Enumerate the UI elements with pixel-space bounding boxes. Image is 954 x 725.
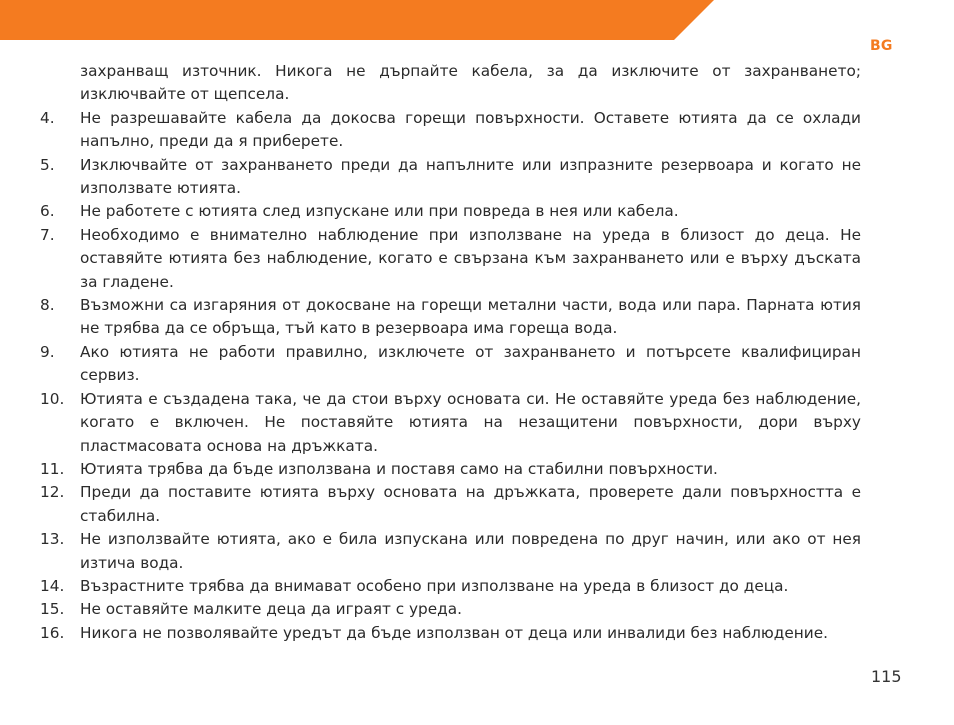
item-number: 10.	[40, 389, 65, 408]
item-text: Никога не позволявайте уредът да бъде използван от деца или инвалиди без наблюдение.	[80, 623, 829, 642]
item-number: 6.	[40, 202, 55, 221]
instruction-list	[40, 107, 861, 645]
list-item	[40, 224, 861, 294]
item-text: Възрастните трябва да внимават особено при използване на уреда в близост до деца.	[80, 576, 789, 595]
item-text: Изключвайте от захранването преди да напълните или изпразните резервоара и когато не използвате ютията.	[80, 155, 861, 198]
continued-paragraph: захранващ източник. Никога не дърпайте кабела, за да изключите от захранването; изключвайте от щепсела.	[80, 62, 861, 104]
item-number: 13.	[40, 530, 65, 549]
item-number: 16.	[40, 623, 65, 642]
item-text: Ако ютията не работи правилно, изключете от захранването и потърсете квалифициран сервиз.	[80, 342, 861, 385]
page-number: 115	[871, 667, 902, 686]
item-text: Преди да поставите ютията върху основата на дръжката, проверете дали повърхността е стабилна.	[80, 483, 861, 525]
list-item	[40, 598, 861, 621]
item-text: Не разрешавайте кабела да докосва горещи повърхности. Оставете ютията да се охлади напълно, преди да я приберете.	[80, 108, 861, 151]
item-text: Не оставяйте малките деца да играят с уреда.	[80, 600, 462, 619]
list-item	[40, 200, 861, 223]
safety-instructions	[40, 60, 861, 645]
item-number: 15.	[40, 600, 65, 619]
item-number: 5.	[40, 155, 55, 174]
item-number: 9.	[40, 342, 55, 361]
list-item	[40, 294, 861, 341]
item-number: 4.	[40, 108, 55, 127]
item-text: Необходимо е внимателно наблюдение при използване на уреда в близост до деца. Не оставяйте ютията без наблюдение, когато е свързана към захранването или е върху дъската за гладене.	[80, 225, 861, 291]
language-code: BG	[870, 38, 893, 54]
item-number: 8.	[40, 296, 55, 315]
item-number: 12.	[40, 483, 65, 502]
item-number: 7.	[40, 225, 55, 244]
list-item	[40, 575, 861, 598]
list-item	[40, 154, 861, 201]
item-text: Ютията е създадена така, че да стои върху основата си. Не оставяйте уреда без наблюдение, когато е включен. Не поставяйте ютията на незащитени повърхности, дори върху пластмасовата основа на дръжката.	[80, 389, 861, 455]
list-item	[40, 107, 861, 154]
item-text: Ютията трябва да бъде използвана и поставя само на стабилни повърхности.	[80, 459, 718, 478]
list-item	[40, 458, 861, 481]
list-item	[40, 388, 861, 458]
item-text: Не работете с ютията след изпускане или при повреда в нея или кабела.	[80, 202, 679, 221]
list-item	[40, 481, 861, 528]
list-item	[40, 528, 861, 575]
item-number: 14.	[40, 576, 65, 595]
item-text: Не използвайте ютията, ако е била изпускана или повредена по друг начин, или ако от нея изтича вода.	[80, 530, 861, 572]
item-text: Възможни са изгаряния от докосване на горещи метални части, вода или пара. Парната ютия не трябва да се обръща, тъй като в резервоара има гореща вода.	[80, 296, 861, 338]
item-number: 11.	[40, 459, 65, 478]
list-item	[40, 341, 861, 388]
header-accent-band	[0, 0, 714, 40]
list-item	[40, 622, 861, 645]
